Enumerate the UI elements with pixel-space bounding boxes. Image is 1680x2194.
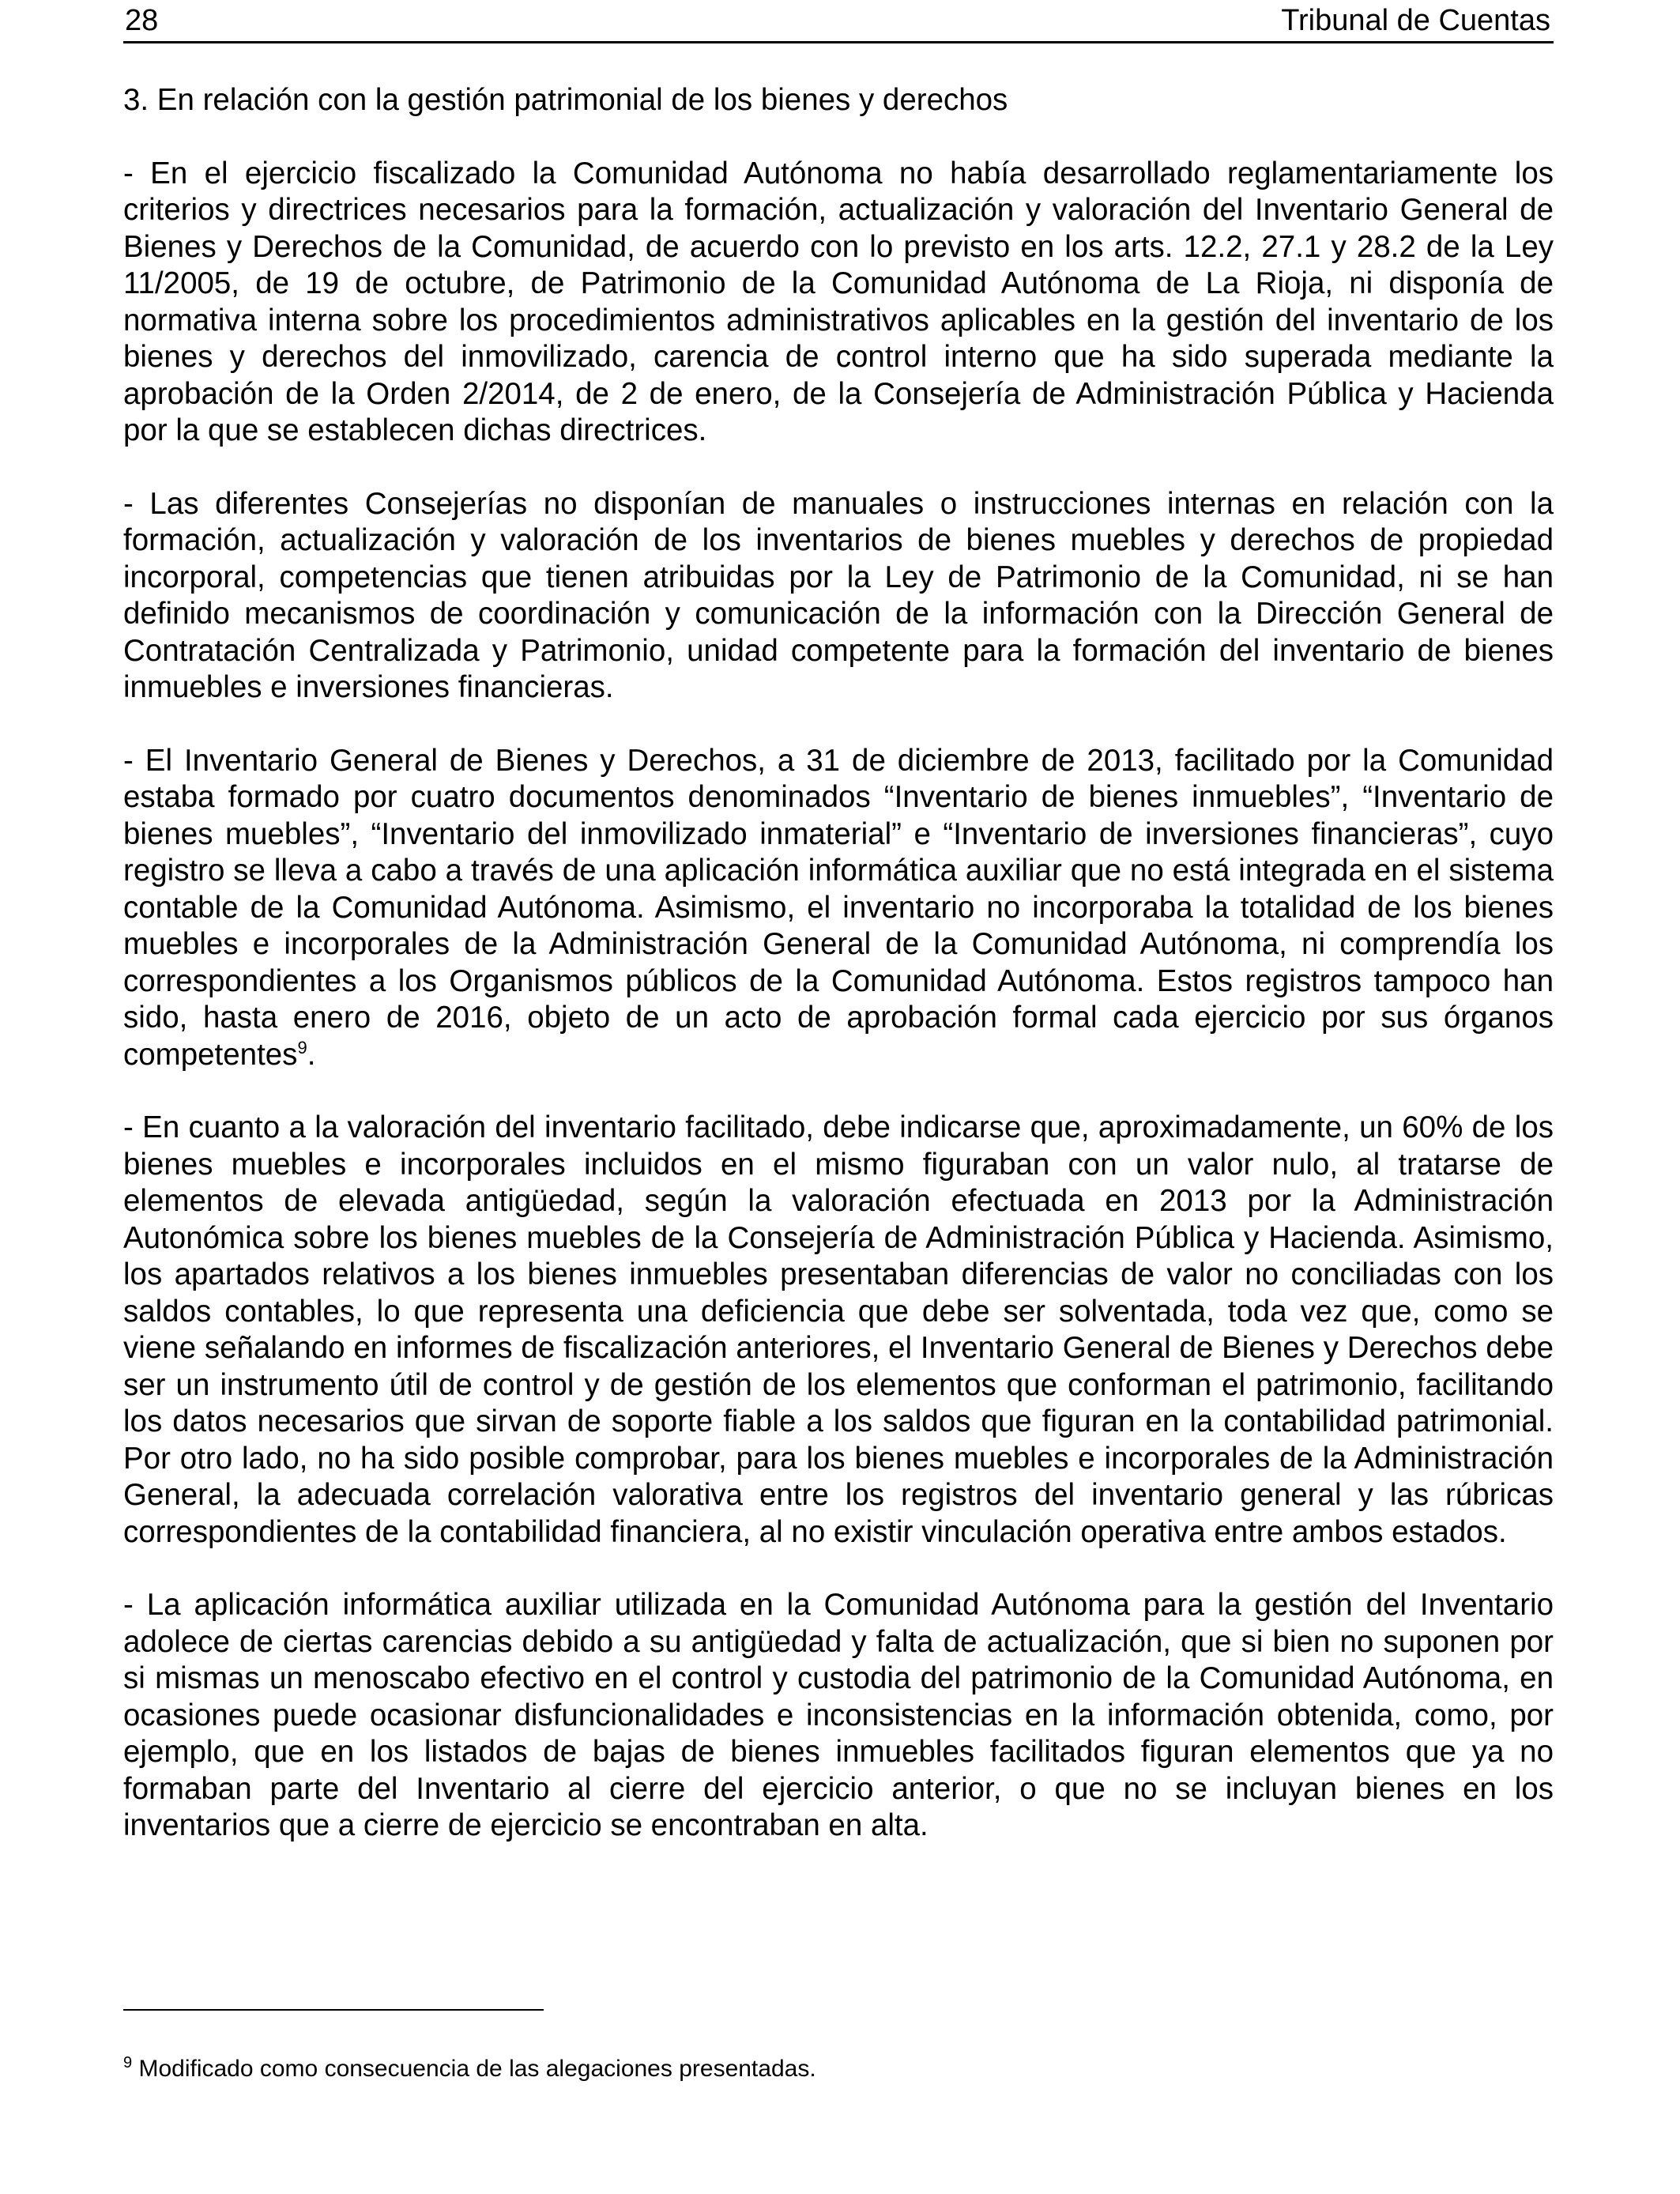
footnote: [123, 2053, 816, 2085]
footnote-number: 9: [123, 2054, 133, 2071]
running-title: Tribunal de Cuentas: [1281, 4, 1550, 37]
footnote-reference[interactable]: 9: [297, 1037, 307, 1057]
paragraph-consejerias-manuals: - Las diferentes Consejerías no disponían de manuales o instrucciones internas en relación con la formación, actualización y valoración de los inventarios de bienes muebles y derechos de propiedad incorporal, competencias que tienen atribuidas por la Ley de Patrimonio de la Comunidad, ni se han definido mecanismos de coordinación y comunicación de la información con la Dirección General de Contratación Centralizada y Patrimonio, unidad competente para la formación del inventario de bienes inmuebles e inversiones financieras.: [123, 486, 1554, 704]
paragraph-inventory-valuation: - En cuanto a la valoración del inventario facilitado, debe indicarse que, aproximadamente, un 60% de los bienes muebles e incorporales incluidos en el mismo figuraban con un valor nulo, al tratarse de elementos de elevada antigüedad, según la valoración efectuada en 2013 por la Administración Autonómica sobre los bienes muebles de la Consejería de Administración Pública y Hacienda. Asimismo, los apartados relativos a los bienes inmuebles presentaban diferencias de valor no conciliadas con los saldos contables, lo que representa una deficiencia que debe ser solventada, toda vez que, como se viene señalando en informes de fiscalización anteriores, el Inventario General de Bienes y Derechos debe ser un instrumento útil de control y de gestión de los elementos que conforman el patrimonio, facilitando los datos necesarios que sirvan de soporte fiable a los saldos que figuran en la contabilidad patrimonial. Por otro lado, no ha sido posible comprobar, para los bienes muebles e incorporales de la Administración General, la adecuada correlación valorativa entre los registros del inventario general y las rúbricas correspondientes de la contabilidad financiera, al no existir vinculación operativa entre ambos estados.: [123, 1110, 1554, 1549]
paragraph-software-application: - La aplicación informática auxiliar utilizada en la Comunidad Autónoma para la gestión del Inventario adolece de ciertas carencias debido a su antigüedad y falta de actualización, que si bien no suponen por si mismas un menoscabo efectivo en el control y custodia del patrimonio de la Comunidad Autónoma, en ocasiones puede ocasionar disfuncionalidades e inconsistencias en la información obtenida, como, por ejemplo, que en los listados de bajas de bienes inmuebles facilitados figuran elementos que ya no formaban parte del Inventario al cierre del ejercicio anterior, o que no se incluyan bienes en los inventarios que a cierre de ejercicio se encontraban en alta.: [123, 1588, 1554, 1842]
document-body: [123, 82, 1554, 1881]
footnote-divider: [123, 2009, 544, 2011]
paragraph-inventory-composition-text: - El Inventario General de Bienes y Derechos, a 31 de diciembre de 2013, facilitado por la Comunidad estaba formado por cuatro documentos denominados “Inventario de bienes inmuebles”, “Inventario de bienes muebles”, “Inventario del inmovilizado inmaterial” e “Inventario de inversiones financieras”, cuyo registro se lleva a cabo a través de una aplicación informática auxiliar que no está integrada en el sistema contable de la Comunidad Autónoma. Asimismo, el inventario no incorporaba la totalidad de los bienes muebles e incorporales de la Administración General de la Comunidad Autónoma, ni comprendía los correspondientes a los Organismos públicos de la Comunidad Autónoma. Estos registros tampoco han sido, hasta enero de 2016, objeto de un acto de aprobación formal cada ejercicio por sus órganos competentes: [123, 743, 1554, 1072]
page-number: 28: [125, 4, 159, 37]
page-header: [123, 0, 1554, 43]
paragraph-normative-framework: - En el ejercicio fiscalizado la Comunidad Autónoma no había desarrollado reglamentariamente los criterios y directrices necesarios para la formación, actualización y valoración del Inventario General de Bienes y Derechos de la Comunidad, de acuerdo con lo previsto en los arts. 12.2, 27.1 y 28.2 de la Ley 11/2005, de 19 de octubre, de Patrimonio de la Comunidad Autónoma de La Rioja, ni disponía de normativa interna sobre los procedimientos administrativos aplicables en la gestión del inventario de los bienes y derechos del inmovilizado, carencia de control interno que ha sido superada mediante la aprobación de la Orden 2/2014, de 2 de enero, de la Consejería de Administración Pública y Hacienda por la que se establecen dichas directrices.: [123, 156, 1554, 447]
paragraph-inventory-composition-tail: .: [307, 1037, 316, 1072]
section-heading: 3. En relación con la gestión patrimonial de los bienes y derechos: [123, 83, 1008, 117]
paragraph-inventory-composition: [123, 743, 1554, 1074]
footnote-text: Modificado como consecuencia de las alegaciones presentadas.: [132, 2056, 816, 2082]
